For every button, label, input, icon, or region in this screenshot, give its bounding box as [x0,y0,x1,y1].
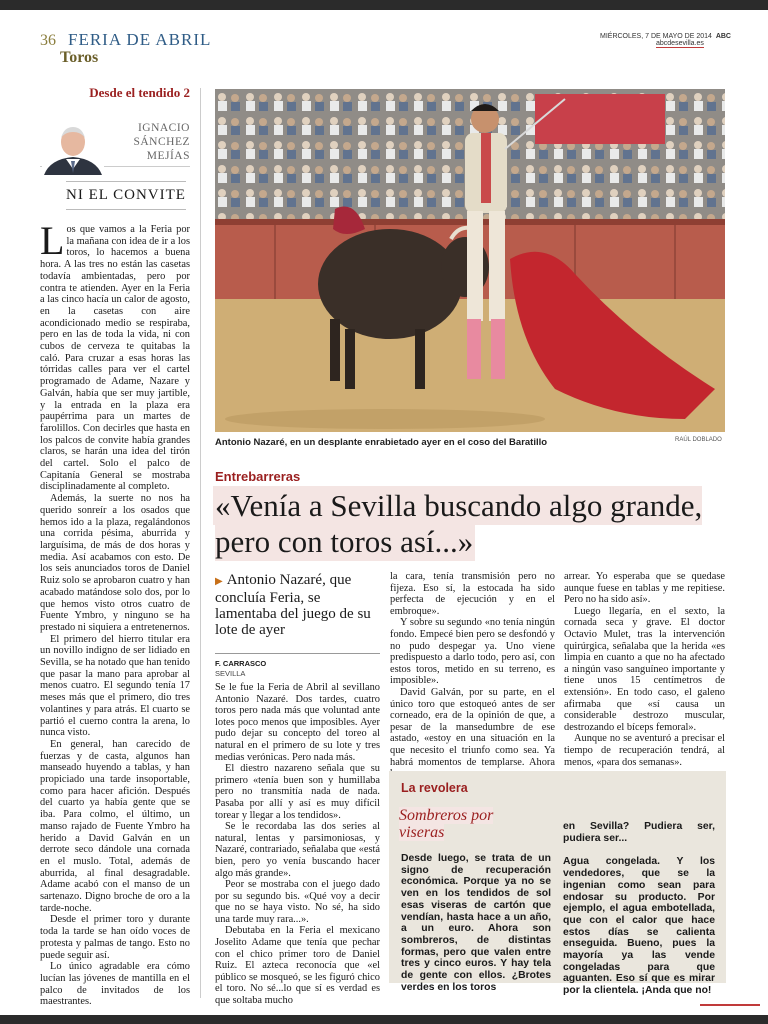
article-deck [215,572,380,638]
byline-place: SEVILLA [215,669,246,678]
revolera-column-1: Desde luego, se trata de un signo de recuperación económica. Porque ya no se ven en los tendidos de sol esas viseras de cartón que vendían, hasta hace a un año, a un euro. Ahora son sombreros, de distintas formas, pero que valen entre tres y cinco euros. Y hay tela de gente con ellos. ¿Brotes verdes en los toros [401,853,551,993]
bullfight-illustration [215,89,725,432]
article-paragraph: David Galván, por su parte, en el único toro que estoqueó antes de ser corneado, era de la opinión de que, a pesar de la mansedumbre de ese astado, «estoy en una situación en la que necesito el triunfo como sea. Ya habrá momentos de templarse. Ahora [390,686,555,768]
column-paragraph: os que vamos a la Feria por la mañana con idea de ir a los toros, lo hacemos a buena hora. A las tres no están las casetas todavía ambientadas, pero por contra te atienden. Ayer en la Feria a las cinco hacía un calor de agosto, en la casetas con aire acondicionado medio se respiraba, pero en las de toda la vida, ni con cubos de cerveza te quitabas la caló. Para cruzar a esas horas las tórridas calles para ver el cartel programado de Adame, Nazare y Galván, había que ser muy jartible, y la entrada en la plaza era paupérrima para un martes de farolillos. Con decirles que hasta en los palcos de convite había grandes claros, se harán una idea del tirón del cartel. Solo el palco de Capitanía General se mostraba disciplinadamente al completo. [40,224,190,493]
photo-caption: Antonio Nazaré, en un desplante enrabietado ayer en el coso del Baratillo [215,437,548,448]
author-line-3: MEJÍAS [146,150,190,162]
revolera-column-2 [563,821,715,997]
author-box [40,105,190,167]
opinion-column [40,85,190,1008]
top-bar [0,0,768,10]
column-divider [200,88,201,998]
column-paragraph: El primero del hierro titular era un novillo indigno de ser lidiado en Sevilla, se ha notado que han tenido que pasar la mano para aprobar al menos cuatro. El segundo tenía 17 meses más que el primero, dio tres volantines y para atrás. El cuarto se partió el cuerno contra la arena, lo nunca visto. [40,633,190,739]
column-body [40,218,190,1008]
deck-text: Antonio Nazaré, que concluía Feria, se lamentaba del juego de su lote de ayer [215,572,371,638]
article-headline [215,488,725,560]
revolera-rubric: La revolera [401,781,468,795]
article-paragraph: Debutaba en la Feria el mexicano Joselito Adame que tenía que pechar con el chico primer toro de Daniel Ruiz. El azteca reconocía que «el público se mosqueó, se les figuró chico el toro. No sé...lo que sí es verdad es que soltaba mucho [215,925,380,1007]
column-paragraph: En general, han carecido de fuerzas y de casta, algunos han manseado huyendo a tablas, y han propiciado una tarde insoportable, como para hacer afición. Después del cuarto ya había gente que se iba. Para colmo, el último, un manso rajado de Fuente Ymbro ha herido a David Galván en un derrote seco dándole una cornada en el muslo. Total, además de aburrida, al final desagradable. Adame acabó con el manso de un sartenazo. Digno broche de oro a la tarde-noche. [40,738,190,914]
article-paragraph: Se le fue la Feria de Abril al sevillano Antonio Nazaré. Dos tardes, cuatro toros pero nada más que voluntad ante lotes poco menos que imposibles. Ayer pudo dejar su concepto del toreo al natural en el primero de su lote y tres medias verónicas. Pero nada más. [215,682,380,763]
article-paragraph: Y sobre su segundo «no tenía ningún fondo. Empecé bien pero se desfondó y no pudo despegar ya. Uno viene predispuesto a darlo todo, pero así, con estos toros, metido en su terreno, es imposible». [390,617,555,687]
section-title: FERIA DE ABRIL [68,30,212,49]
revolera-title-text: Sombreros por viseras [399,807,494,841]
article-paragraph: Luego llegaría, en el sexto, la cornada seca y grave. El doctor Octavio Mulet, tras la intervención quirúrgica, señalaba que la herida «es limpia en cuanto a que no ha afectado a ningún vaso sanguíneo importante y tiene unos 15 centímetros de extensión». En todo caso, el galeno afirmaba que «sí causa un considerable destrozo muscular, destrozando el bíceps femoral». [564,605,725,733]
article-paragraph: Se le recordaba las dos series al natural, lentas y parsimoniosas, y Nazaré, contrariado, señalaba que «está bien, pero yo venía buscando hacer algo más grande». [215,821,380,879]
article-column-2 [390,571,555,780]
column-paragraph: Lo único agradable era cómo lucían las jóvenes de mantilla en el palco de invitados de los maestrantes. [40,961,190,1008]
headline-text: «Venía a Sevilla buscando algo grande, pero con toros así...» [215,488,703,559]
author-avatar [42,123,104,175]
revolera-box [389,771,726,997]
column-paragraph: Desde el primer toro y durante toda la tarde se han oído voces de protesta y palmas de tango. Esto no puede seguir así. [40,914,190,961]
author-line-2: SÁNCHEZ [133,136,190,148]
author-name [110,121,190,163]
article-column-1 [215,682,380,1007]
page-number: 36 [40,32,56,49]
article-paragraph: El diestro nazareno señala que su primero «tenía buen son y humillaba pero no transmitía nada de nada. Pasaba por allí y así es muy difícil torear y llegar a los tendidos». [215,763,380,821]
byline [215,653,380,678]
dropcap: L [40,218,65,263]
article-paragraph: Aunque no se aventuró a precisar el tiempo de recuperación tendrá, al menos, «para dos semanas». [564,733,725,768]
revolera-paragraph: Agua congelada. Y los vendedores, que se la ingenian como sean para endosar su producto. Por ejemplo, el agua embotellada, que con el calor que hace estos días se calienta enseguida. Bueno, pues la mayoría ya las vende congeladas para que aguanten. Eso sí que es mirar por la clientela. ¡Anda que no! [563,856,715,997]
site-link[interactable]: abcdesevilla.es [656,40,704,47]
article-paragraph: arrear. Yo esperaba que se quedase aunque fuese en tablas y me repitiese. Pero no ha sido así». [564,571,725,606]
date-text: MIÉRCOLES, 7 DE MAYO DE 2014 [600,33,712,40]
photo-credit: RAÚL DOBLADO [675,437,722,443]
revolera-title [399,807,509,841]
article-paragraph: la cara, tenía transmisión pero no fijeza. Eso sí, la estocada ha sido perfecta de ejecución y en el embroque». [390,571,555,617]
article-rubric: Entrebarreras [215,469,301,484]
author-line-1: IGNACIO [137,122,190,134]
byline-name: F. CARRASCO [215,659,267,668]
play-arrow-icon: ▶ [215,576,223,587]
revolera-paragraph: en Sevilla? Pudiera ser, pudiera ser... [563,821,715,844]
subsection-title: Toros [60,49,99,66]
footer-accent [700,1004,760,1006]
bottom-bar [0,1015,768,1024]
dateline [600,33,731,40]
column-kicker: Desde el tendido 2 [89,85,190,100]
bullfight-photo [215,89,725,432]
article-column-3 [564,571,725,768]
column-paragraph: Además, la suerte no nos ha querido sonreír a los osados que hemos ido a la plaza, regalándonos una corrida pésima, aburrida y larguísima, de más de dos horas y media. Así acabamos con esto. De los seis anunciados toros de Daniel Ruiz solo se aprobaron cuatro y han acabado matándose solo dos, por lo que hemos visto otros cuatro de Fuente Ymbro, y ninguno se ha prestado ni siquiera a entretenernos. [40,493,190,633]
article-paragraph: Peor se mostraba con el juego dado por su segundo bis. «Qué voy a decir que no se haya visto. No sé, ha sido una tarde muy rara...». [215,879,380,925]
column-title: NI EL CONVITE [66,181,186,210]
brand: ABC [715,33,731,40]
